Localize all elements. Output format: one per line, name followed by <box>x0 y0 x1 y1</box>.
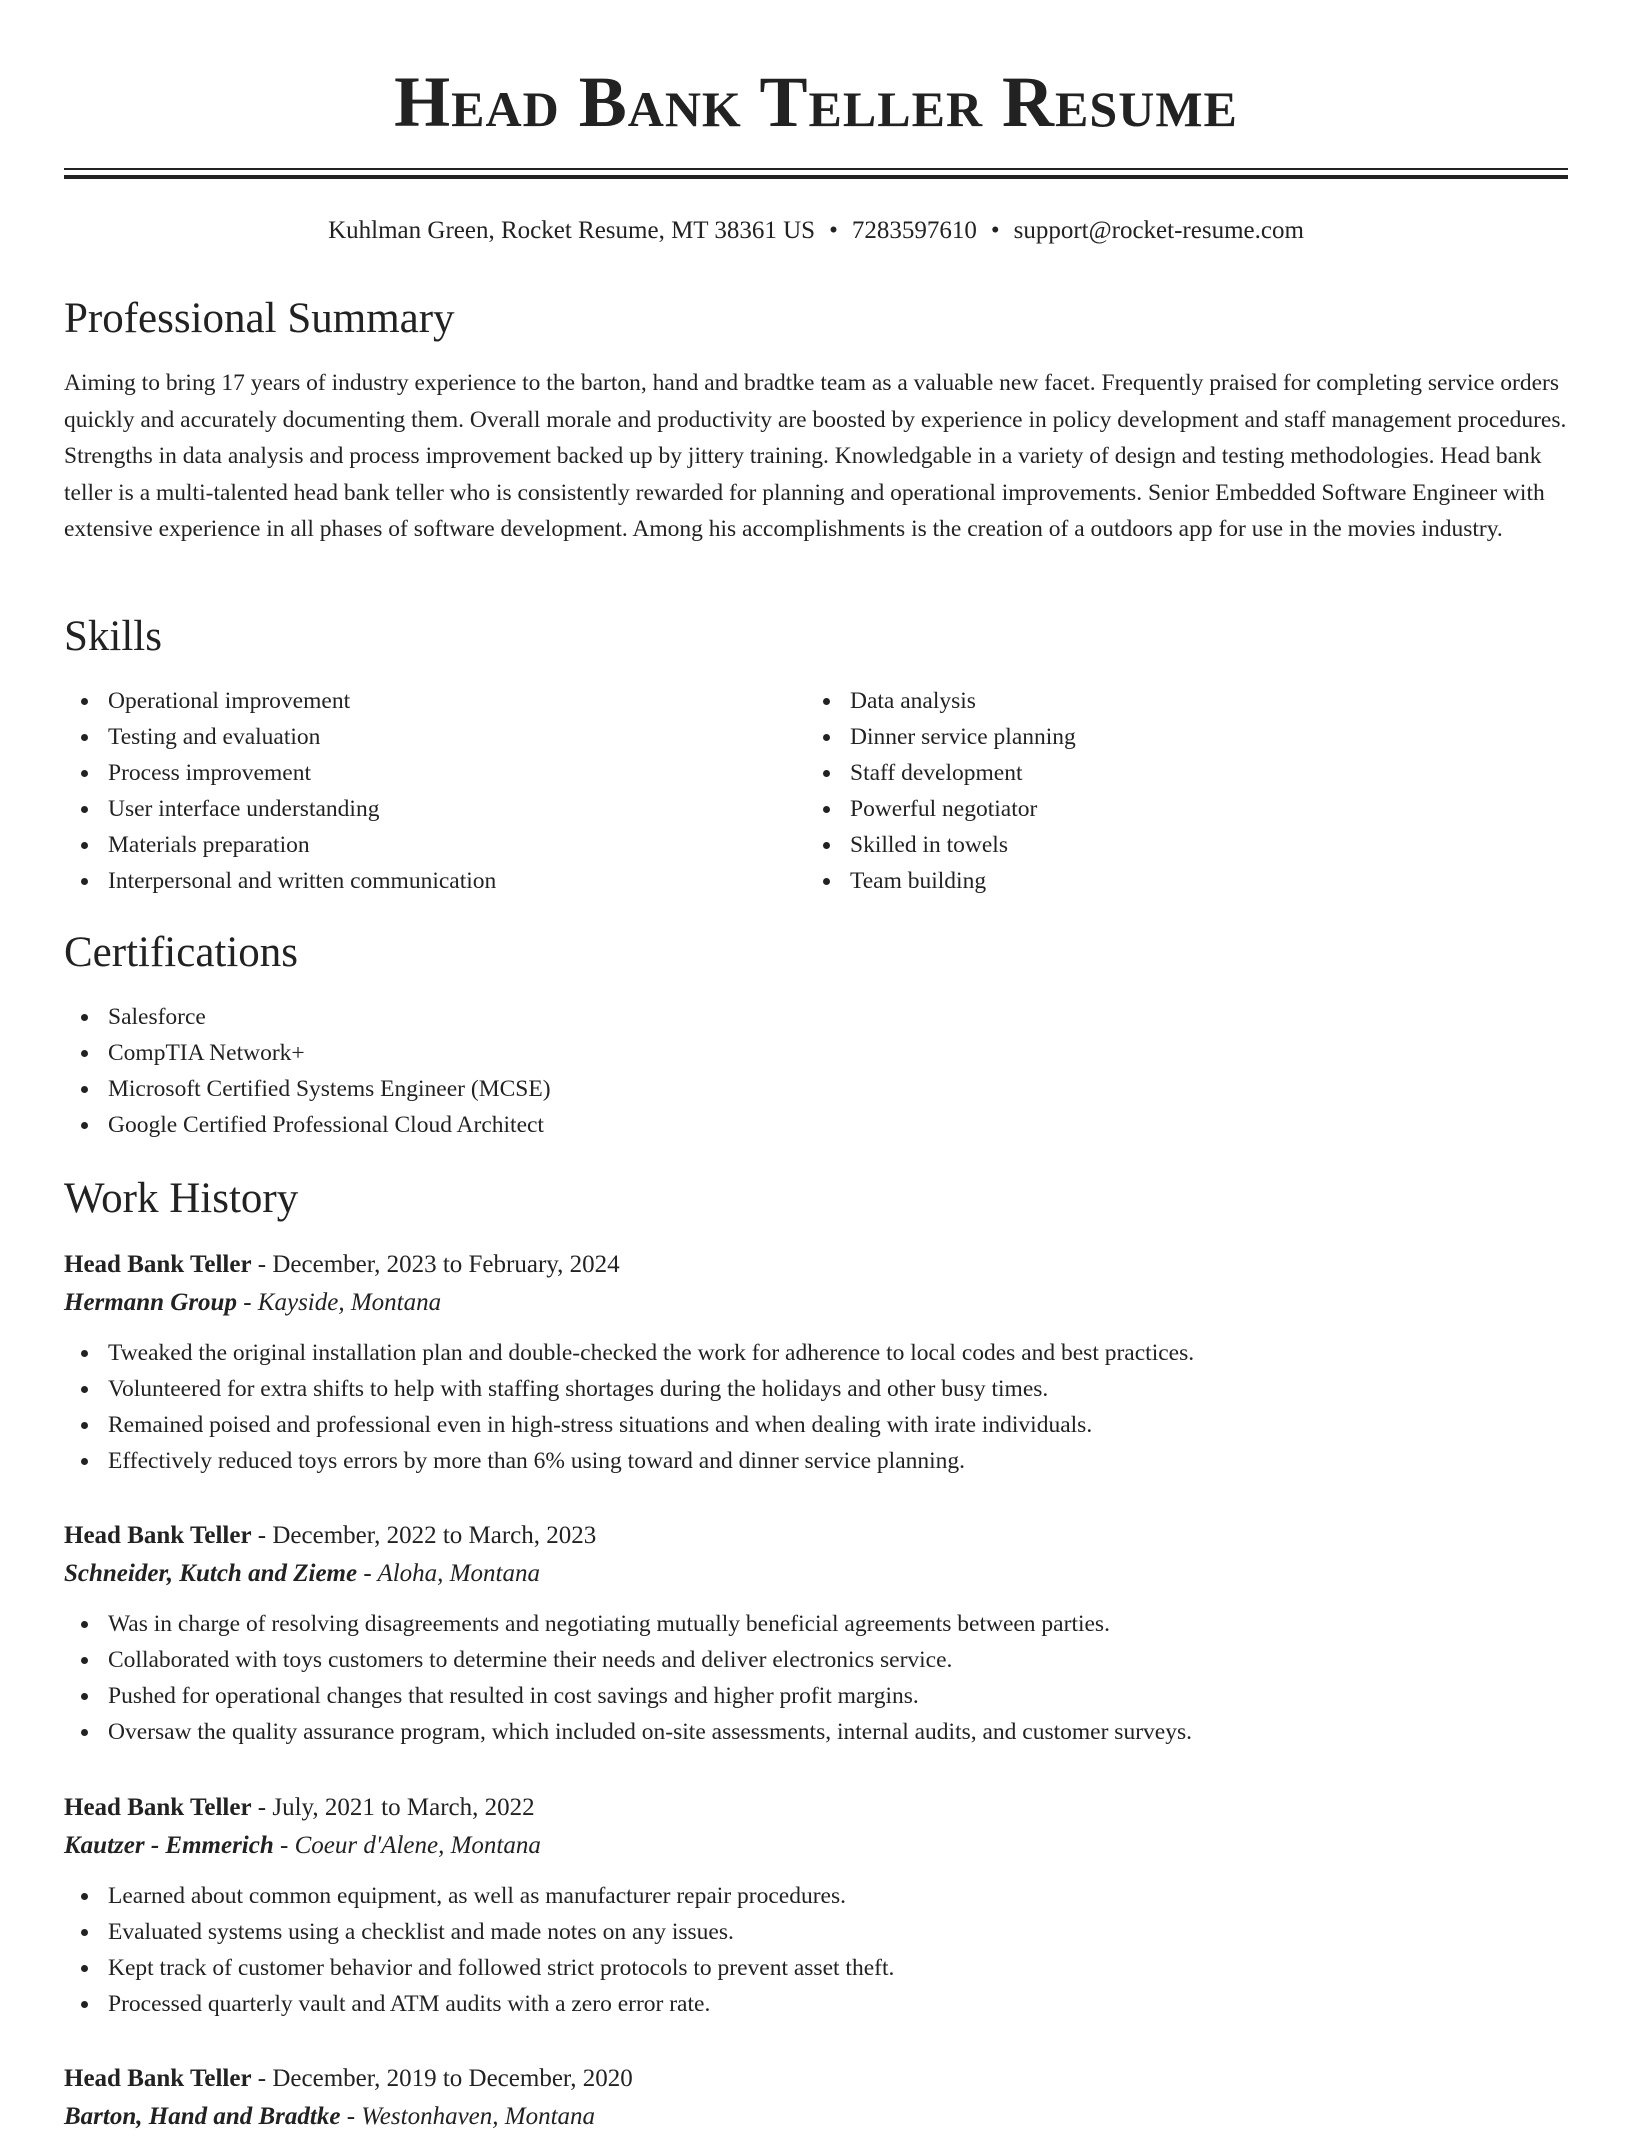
title-divider-thick <box>64 175 1568 179</box>
contact-address: Kuhlman Green, Rocket Resume, MT 38361 US <box>328 217 816 244</box>
work-history-heading: Work History <box>64 1175 299 1222</box>
skill-item: Powerful negotiator <box>806 791 1076 827</box>
job-header <box>64 1517 1568 1554</box>
skill-item: Operational improvement <box>64 683 496 719</box>
job-dates: - December, 2022 to March, 2023 <box>257 1522 597 1549</box>
skill-item: Dinner service planning <box>806 719 1076 755</box>
skill-item: Skilled in towels <box>806 827 1076 863</box>
job-title: Head Bank Teller <box>64 2065 252 2092</box>
job-company: Barton, Hand and Bradtke <box>64 2103 341 2130</box>
job-entry <box>64 1789 1568 2022</box>
job-employer <box>64 1283 1568 1323</box>
job-bullet: Evaluated systems using a checklist and made notes on any issues. <box>64 1914 1504 1950</box>
job-title: Head Bank Teller <box>64 1794 252 1821</box>
skills-heading: Skills <box>64 613 162 660</box>
job-header <box>64 2060 1568 2097</box>
job-bullets <box>64 1606 1504 1750</box>
skill-item: Team building <box>806 863 1076 899</box>
skill-item: Staff development <box>806 755 1076 791</box>
contact-separator: • <box>990 217 1000 244</box>
job-bullet: Collaborated with toys customers to determine their needs and deliver electronics service. <box>64 1642 1504 1678</box>
contact-phone: 7283597610 <box>851 217 977 244</box>
resume-title: Head Bank Teller Resume <box>394 62 1238 142</box>
job-employer <box>64 2097 1568 2137</box>
job-bullet: Remained poised and professional even in high-stress situations and when dealing with irate individuals. <box>64 1407 1504 1443</box>
contact-separator: • <box>829 217 838 244</box>
job-dates: - December, 2019 to December, 2020 <box>257 2065 633 2092</box>
job-bullet: Was in charge of resolving disagreements and negotiating mutually beneficial agreements between parties. <box>64 1606 1504 1642</box>
certification-item: Salesforce <box>64 999 551 1035</box>
job-employer <box>64 1826 1568 1866</box>
job-bullet: Tweaked the original installation plan and double-checked the work for adherence to local codes and best practices. <box>64 1335 1504 1371</box>
skill-item: Testing and evaluation <box>64 719 496 755</box>
job-location: - Coeur d'Alene, Montana <box>280 1832 541 1859</box>
job-entry <box>64 2060 1568 2137</box>
job-bullet: Oversaw the quality assurance program, which included on-site assessments, internal audits, and customer surveys. <box>64 1714 1504 1750</box>
summary-text: Aiming to bring 17 years of industry experience to the barton, hand and bradtke team as a valuable new facet. Frequently praised for completing service orders quickly and accurately documenting them. Overall morale and productivity are boosted by experience in policy development and staff management procedures. Strengths in data analysis and process improvement backed up by jittery training. Knowledgable in a variety of design and testing methodologies. Head bank teller is a multi-talented head bank teller who is consistently rewarded for planning and operational improvements. Senior Embedded Software Engineer with extensive experience in all phases of software development. Among his accomplishments is the creation of a outdoors app for use in the movies industry. <box>64 370 1567 542</box>
skill-item: Materials preparation <box>64 827 496 863</box>
job-header <box>64 1246 1568 1283</box>
job-bullets <box>64 1335 1504 1479</box>
skill-item: User interface understanding <box>64 791 496 827</box>
job-dates: - December, 2023 to February, 2024 <box>257 1251 620 1278</box>
job-bullet: Pushed for operational changes that resulted in cost savings and higher profit margins. <box>64 1678 1504 1714</box>
job-bullet: Processed quarterly vault and ATM audits with a zero error rate. <box>64 1986 1504 2022</box>
job-bullet: Learned about common equipment, as well as manufacturer repair procedures. <box>64 1878 1504 1914</box>
skill-item: Interpersonal and written communication <box>64 863 496 899</box>
job-location: - Aloha, Montana <box>363 1560 540 1587</box>
job-entry <box>64 1517 1568 1750</box>
skill-item: Process improvement <box>64 755 496 791</box>
job-title: Head Bank Teller <box>64 1522 252 1549</box>
summary-heading: Professional Summary <box>64 295 455 342</box>
job-company: Schneider, Kutch and Zieme <box>64 1560 358 1587</box>
skill-item: Data analysis <box>806 683 1076 719</box>
job-dates: - July, 2021 to March, 2022 <box>257 1794 535 1821</box>
skills-list-left <box>64 683 496 899</box>
contact-line <box>0 213 1632 249</box>
certifications-heading: Certifications <box>64 929 299 976</box>
job-bullet: Volunteered for extra shifts to help with staffing shortages during the holidays and other busy times. <box>64 1371 1504 1407</box>
job-bullet: Effectively reduced toys errors by more than 6% using toward and dinner service planning. <box>64 1443 1504 1479</box>
certification-item: CompTIA Network+ <box>64 1035 551 1071</box>
job-employer <box>64 1554 1568 1594</box>
title-divider-thin <box>64 168 1568 170</box>
job-location: - Kayside, Montana <box>243 1289 442 1316</box>
job-company: Hermann Group <box>64 1289 237 1316</box>
job-bullet: Kept track of customer behavior and followed strict protocols to prevent asset theft. <box>64 1950 1504 1986</box>
job-company: Kautzer - Emmerich <box>64 1832 274 1859</box>
certification-item: Google Certified Professional Cloud Architect <box>64 1107 551 1143</box>
contact-email: support@rocket-resume.com <box>1013 217 1304 244</box>
job-entry <box>64 1246 1568 1479</box>
job-title: Head Bank Teller <box>64 1251 252 1278</box>
job-bullets <box>64 1878 1504 2022</box>
job-header <box>64 1789 1568 1826</box>
job-location: - Westonhaven, Montana <box>346 2103 596 2130</box>
certification-item: Microsoft Certified Systems Engineer (MCSE) <box>64 1071 551 1107</box>
skills-list-right <box>806 683 1076 899</box>
certifications-list <box>64 999 551 1143</box>
